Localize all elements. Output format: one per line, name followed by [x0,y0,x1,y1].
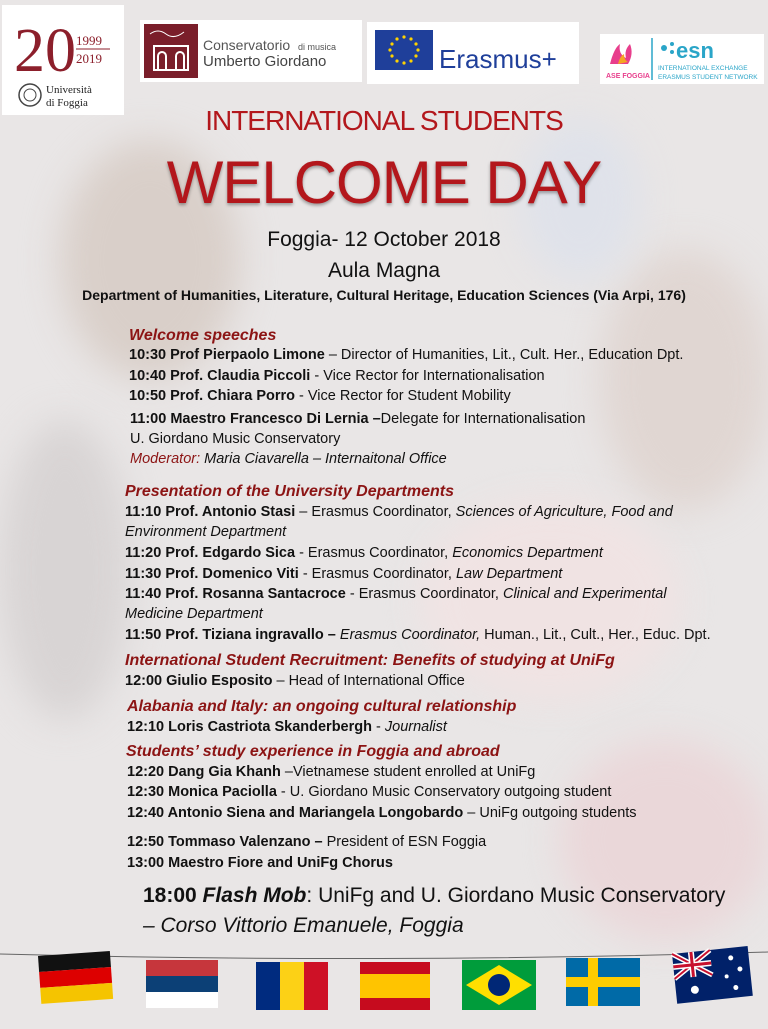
program-item: 11:30 Prof. Domenico Viti - Erasmus Coordinator, Law Department [125,566,563,582]
svg-text:1999: 1999 [76,33,102,48]
section-recruitment: International Student Recruitment: Benefits of studying at UniFg [125,652,615,669]
flash-mob-line: 18:00 Flash Mob: UniFg and U. Giordano Music Conservatory [143,884,726,907]
title-welcome-day: WELCOME DAY [166,149,602,216]
program-item: 12:40 Antonio Siena and Mariangela Longobardo – UniFg outgoing students [127,805,637,821]
section-study-experience: Students’ study experience in Foggia and abroad [126,743,500,760]
program-item: 10:50 Prof. Chiara Porro - Vice Rector for Student Mobility [129,388,511,404]
program-item: 11:10 Prof. Antonio Stasi – Erasmus Coordinator, Sciences of Agriculture, Food and [125,504,673,520]
moderator: Moderator: Maria Ciavarella – Internaitonal Office [130,451,447,467]
serbia-flag-icon [146,960,218,1008]
title-international-students: INTERNATIONAL STUDENTS [205,105,563,136]
section-departments: Presentation of the University Departments [125,483,454,500]
program-item: 11:50 Prof. Tiziana ingravallo – Erasmus Coordinator, Human., Lit., Cult., Her., Educ. Dpt. [125,627,711,643]
program-item: 12:20 Dang Gia Khanh –Vietnamese student enrolled at UniFg [127,764,536,780]
conservatory-logo [140,20,362,82]
svg-text:esn: esn [676,38,714,63]
svg-text:INTERNATIONAL EXCHANGE: INTERNATIONAL EXCHANGE [658,65,748,72]
ase-flame-icon [610,44,632,64]
svg-text:Erasmus+: Erasmus+ [439,44,557,74]
section-albania-italy: Alabania and Italy: an ongoing cultural relationship [127,698,517,715]
erasmus-logo [367,22,579,84]
svg-text:ERASMUS STUDENT NETWORK: ERASMUS STUDENT NETWORK [658,74,758,81]
program-item: 11:40 Prof. Rosanna Santacroce - Erasmus Coordinator, Clinical and Experimental [125,586,667,602]
unifg-20: 20 [14,17,76,85]
esn-star-icon [661,42,674,54]
section-welcome-speeches: Welcome speeches [129,327,277,344]
svg-text:Conservatorio: Conservatorio [203,37,291,53]
romania-flag-icon [256,962,328,1010]
program-item: 11:00 Maestro Francesco Di Lernia –Delegate for Internationalisation [130,411,586,427]
spain-flag-icon [360,962,430,1010]
svg-text:di musica: di musica [298,42,337,52]
unifg-seal-icon [19,84,41,106]
program-item-cont: Environment Department [125,524,287,540]
svg-text:di Foggia: di Foggia [46,97,88,109]
program-item: 11:20 Prof. Edgardo Sica - Erasmus Coordinator, Economics Department [125,545,603,561]
brazil-flag-icon [462,960,536,1010]
germany-flag-icon [38,951,113,1004]
svg-text:2019: 2019 [76,51,102,66]
event-department: Department of Humanities, Literature, Cultural Heritage, Education Sciences (Via Arpi, 176) [82,287,686,303]
program-item: 12:10 Loris Castriota Skanderbergh - Journalist [127,719,447,735]
australia-flag-icon [672,946,753,1004]
program-item: 10:30 Prof Pierpaolo Limone – Director of Humanities, Lit., Cult. Her., Education Dpt. [129,347,684,363]
program-item: 10:40 Prof. Claudia Piccoli - Vice Rector for Internationalisation [129,368,545,384]
svg-text:Università: Università [46,84,92,96]
event-venue: Aula Magna [327,259,441,282]
svg-text:Umberto Giordano: Umberto Giordano [203,53,327,70]
sweden-flag-icon [566,958,640,1006]
program-item: 12:50 Tommaso Valenzano – President of ESN Foggia [127,834,487,850]
program-item: U. Giordano Music Conservatory [130,431,341,447]
svg-text:ASE FOGGIA: ASE FOGGIA [606,73,650,80]
flags-bunting [0,946,768,1024]
program-item: 13:00 Maestro Fiore and UniFg Chorus [127,855,393,871]
program-item: 12:30 Monica Paciolla - U. Giordano Music Conservatory outgoing student [127,784,612,800]
program-item-cont: Medicine Department [125,606,263,622]
program-item: 12:00 Giulio Esposito – Head of International Office [125,673,465,689]
event-date: Foggia- 12 October 2018 [267,228,501,251]
flash-mob-location: – Corso Vittorio Emanuele, Foggia [143,914,464,937]
esn-logo [600,34,764,84]
unifg-logo [2,5,124,115]
